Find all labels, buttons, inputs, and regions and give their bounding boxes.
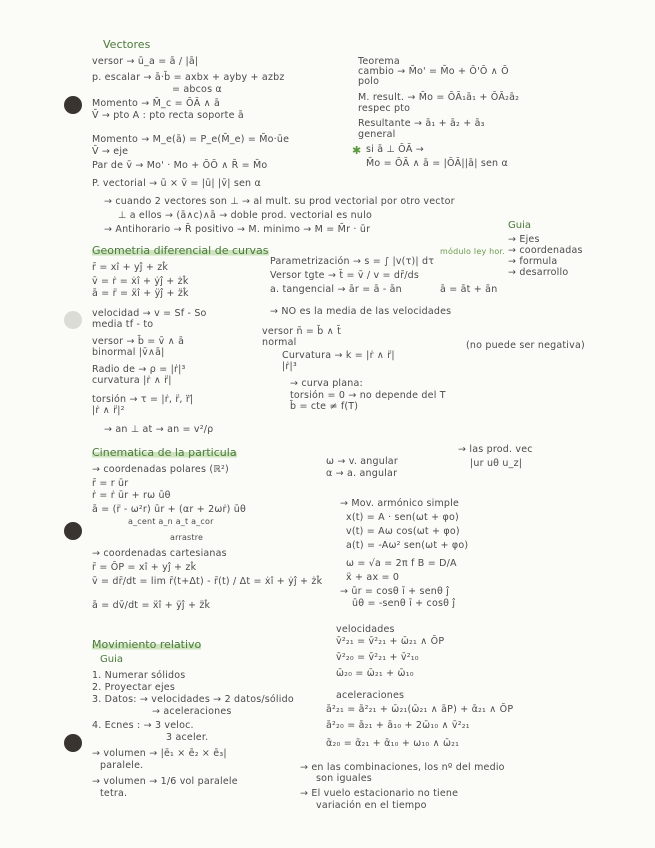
text-line: r̄ = ŌP = xî + yĵ + zk̂ (92, 562, 197, 573)
text-line: torsión → τ = |ṙ, r̈, r⃛| (92, 394, 194, 405)
text-line: velocidades (336, 624, 395, 635)
text-line: V̄ → eje (92, 146, 129, 157)
text-line: → NO es la media de las velocidades (270, 306, 452, 317)
text-line: 3 aceler. (166, 732, 209, 743)
text-line: son iguales (316, 773, 372, 784)
text-line: torsión = 0 → no depende del T (290, 390, 446, 401)
text-line: tetra. (100, 788, 128, 799)
text-line: Resultante → ā₁ + ā₂ + ā₃ (358, 118, 485, 129)
text-line: ā = r̈ = ẍî + ÿĵ + z̈k̂ (92, 288, 189, 299)
text-line: → Mov. armónico simple (340, 498, 460, 509)
text-line: a. tangencial → ār = ā - ān (270, 284, 402, 295)
text-line: v̄²₂₁ = v̄²₂₁ + ω̄₂₁ ∧ ŌP (336, 636, 445, 647)
text-line: ā²₂₀ = ā₂₁ + ā₁₀ + 2ω̄₁₀ ∧ v̄²₂₁ (326, 720, 470, 731)
text-line: si ā ⊥ ŌĀ → (366, 144, 424, 155)
text-line: → ūr = cosθ ī + senθ ĵ (340, 586, 450, 597)
text-line: → en las combinaciones, los nº del medio (300, 762, 505, 773)
text-line: a_cent a_n a_t a_cor (128, 517, 214, 526)
text-line: ā = dv̄/dt = ẍî + ÿĵ + z̈k̂ (92, 600, 211, 611)
text-line: ṙ = ṙ ūr + rω ūθ (92, 490, 171, 501)
text-line: Versor tgte → t̄ = v̄ / v = dr̄/ds (270, 270, 420, 281)
text-line: (no puede ser negativa) (466, 340, 585, 351)
section-title-movimiento: Movimiento relativo (92, 638, 202, 651)
text-line: |ṙ|³ (282, 361, 297, 372)
guia-list-title: Guia (508, 220, 531, 231)
guia-list-item: → formula (508, 256, 558, 267)
binder-hole-1 (64, 96, 82, 114)
text-line: p. escalar → ā·b̄ = axbx + ayby + azbz (92, 72, 285, 83)
text-line: ūθ = -senθ ī + cosθ ĵ (352, 598, 456, 609)
text-line: v(t) = Aω cos(ωt + φo) (346, 526, 460, 537)
text-line: ẍ + ax = 0 (346, 572, 400, 583)
text-line: Momento → M_e(ā) = P_e(M̄_e) = M̄o·ūe (92, 134, 290, 145)
text-line: r̄ = r ūr (92, 478, 129, 489)
text-line: polo (358, 76, 380, 87)
text-line: versor → ū_a = ā / |ā| (92, 56, 199, 67)
text-line: v̄ = dr̄/dt = lim r̄(t+Δt) - r̄(t) / Δt = ẋî + ẏĵ + żk̂ (92, 576, 323, 587)
text-line: v̄ = ṙ = ẋî + ẏĵ + żk̂ (92, 276, 189, 287)
text-line: ā²₂₁ = ā²₂₁ + ω̄₂₁(ω̄₂₁ ∧ āP) + ᾱ₂₁ ∧ ŌP (326, 704, 514, 715)
text-line: → coordenadas polares (ℝ²) (92, 464, 229, 475)
text-line: |ṙ ∧ r̈|² (92, 405, 125, 416)
text-line: 3. Datos: → velocidades → 2 datos/sólido (92, 694, 294, 705)
text-line: P. vectorial → ū × v̄ = |ū| |v̄| sen α (92, 178, 261, 189)
text-line: 1. Numerar sólidos (92, 670, 186, 681)
text-line: paralele. (100, 760, 144, 771)
text-line: 2. Proyectar ejes (92, 682, 175, 693)
text-line: → Antihorario → R̄ positivo → M. minimo → M = M̄r · ūr (104, 224, 371, 235)
text-line: ᾱ₂₀ = ᾱ₂₁ + ᾱ₁₀ + ω₁₀ ∧ ω̄₂₁ (326, 738, 460, 749)
text-line: 4. Ecnes : → 3 veloc. (92, 720, 194, 731)
text-line: Curvatura → k = |ṙ ∧ r̈| (282, 350, 395, 361)
text-line: |ur uθ u_z| (470, 458, 523, 469)
text-line: cambio → M̄o' = M̄o + Ō'Ō ∧ Ō (358, 66, 509, 77)
text-line: → volumen → 1/6 vol paralele (92, 776, 238, 787)
text-line: versor → b̄ = v̄ ∧ ā (92, 336, 185, 347)
guia-list-item: → desarrollo (508, 267, 569, 278)
section-title-cinematica: Cinematica de la particula (92, 446, 237, 459)
text-line: versor n̄ = b̄ ∧ t̄ (262, 326, 342, 337)
text-line: Parametrización → s = ∫ |v(τ)| dτ (270, 256, 435, 267)
text-line: → curva plana: (290, 378, 363, 389)
binder-hole-3 (64, 522, 82, 540)
text-line: normal (262, 337, 297, 348)
text-line: arrastre (170, 533, 204, 542)
text-line: → El vuelo estacionario no tiene (300, 788, 459, 799)
text-line: → cuando 2 vectores son ⊥ → al mult. su prod vectorial por otro vector (104, 196, 455, 207)
text-line: V̄ → pto A : pto recta soporte ā (92, 110, 244, 121)
guia-list-item: → Ejes (508, 234, 540, 245)
text-line: media tf - to (92, 319, 154, 330)
text-line: M. result. → M̄o = ŌĀ₁ā₁ + ŌĀ₂ā₂ (358, 92, 520, 103)
text-line: velocidad → v = Sf - So (92, 308, 207, 319)
text-line: x(t) = A · sen(ωt + φo) (346, 512, 459, 523)
text-line: a(t) = -Aω² sen(ωt + φo) (346, 540, 469, 551)
text-line: ω̄₂₀ = ω̄₂₁ + ω̄₁₀ (336, 668, 414, 679)
text-line: curvatura |ṙ ∧ r̈| (92, 375, 172, 386)
guia-list-item: → coordenadas (508, 245, 583, 256)
text-line: → aceleraciones (152, 706, 232, 717)
text-line: r̄ = xî + yĵ + zk̂ (92, 262, 169, 273)
text-line: módulo ley hor. (440, 247, 505, 256)
text-line: → an ⊥ at → an = v²/ρ (104, 424, 214, 435)
text-line: = abcos α (172, 84, 222, 95)
text-line: aceleraciones (336, 690, 405, 701)
text-line: → volumen → |ē₁ × ē₂ × ē₃| (92, 748, 227, 759)
text-line: ā = (r̈ - ω²r) ūr + (αr + 2ωṙ) ūθ (92, 504, 246, 515)
binder-hole-2 (64, 311, 82, 329)
text-line: variación en el tiempo (316, 800, 427, 811)
text-line: respec pto (358, 103, 411, 114)
text-line: ā = āt + ān (440, 284, 498, 295)
text-line: Radio de → ρ = |ṙ|³ (92, 364, 186, 375)
text-line: b̄ = cte ≠ f(T) (290, 401, 359, 412)
text-line: binormal |v̄∧ā| (92, 347, 165, 358)
text-line: → coordenadas cartesianas (92, 548, 227, 559)
text-line: → las prod. vec (458, 444, 533, 455)
text-line: Teorema (358, 56, 400, 67)
text-line: Momento → M̄_c = ŌĀ ∧ ā (92, 98, 221, 109)
text-line: v̄²₂₀ = v̄²₂₁ + v̄²₁₀ (336, 652, 419, 663)
star-icon: ✱ (352, 144, 362, 157)
text-line: general (358, 129, 396, 140)
text-line: Par de v̄ → Mo' · Mo + ŌŌ ∧ R̄ = M̄o (92, 160, 268, 171)
text-line: ω → v. angular (326, 456, 398, 467)
section-title-vectores: Vectores (103, 38, 151, 51)
text-line: ⊥ a ellos → (ā∧c)∧ā → doble prod. vectorial es nulo (118, 210, 372, 221)
text-line: ω = √a = 2π f B = D/A (346, 558, 457, 569)
binder-hole-4 (64, 734, 82, 752)
guia-title: Guia (100, 654, 123, 665)
section-title-geometria: Geometria diferencial de curvas (92, 244, 269, 257)
text-line: α → a. angular (326, 468, 398, 479)
text-line: M̄o = ŌĀ ∧ ā = |ŌĀ||ā| sen α (366, 158, 508, 169)
